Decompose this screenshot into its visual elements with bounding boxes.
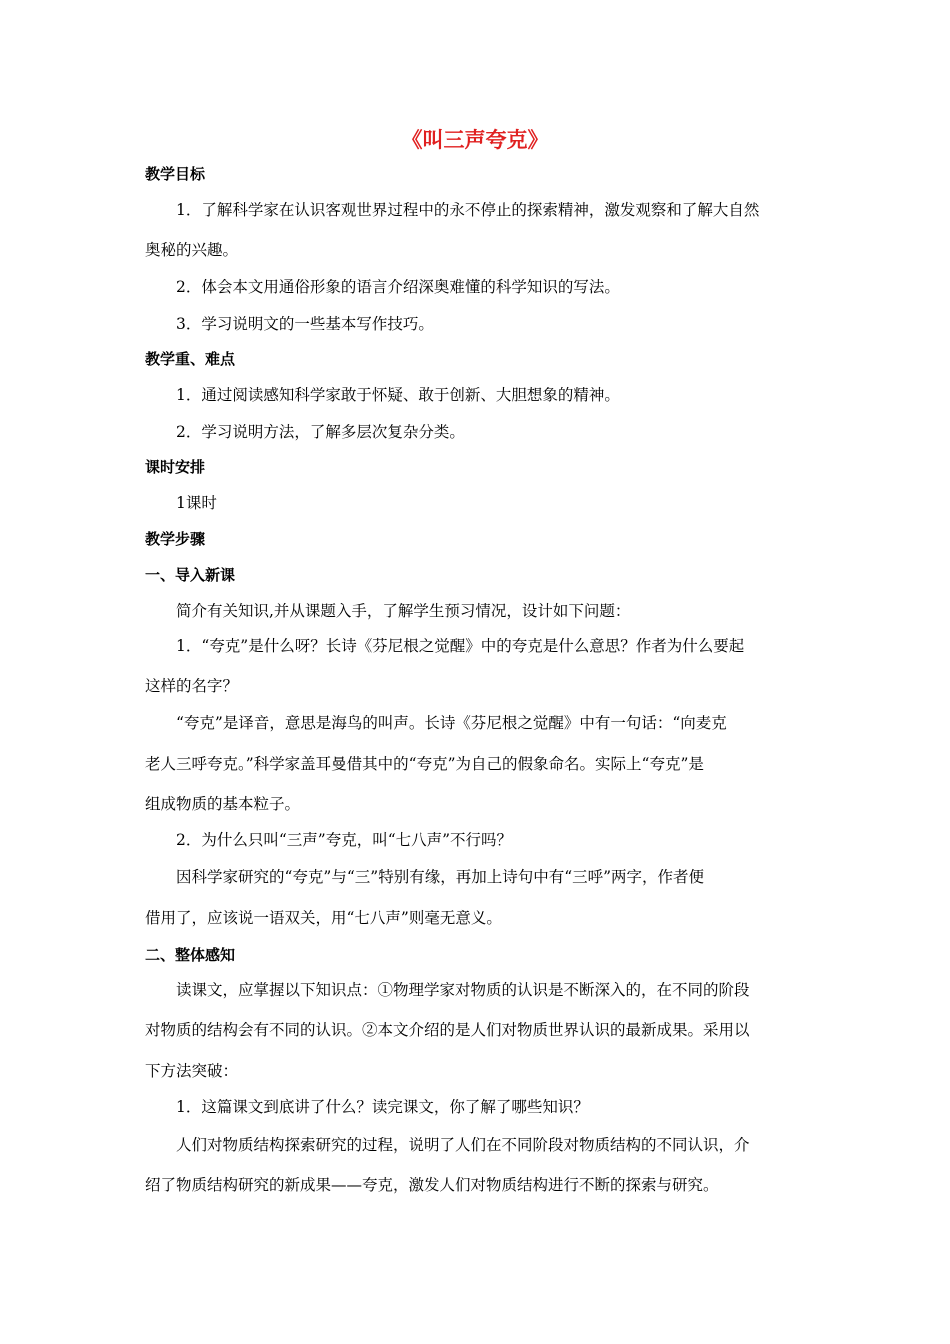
body-line: 1．这篇课文到底讲了什么？读完课文，你了解了哪些知识？	[176, 1098, 589, 1116]
body-line: 1课时	[176, 494, 217, 512]
body-line: 1．了解科学家在认识客观世界过程中的永不停止的探索精神，激发观察和了解大自然	[176, 201, 760, 219]
body-line: 因科学家研究的“夸克”与“三”特别有缘，再加上诗句中有“三呼”两字，作者便	[176, 868, 705, 886]
body-line: 1．“夸克”是什么呀？长诗《芬尼根之觉醒》中的夸克是什么意思？作者为什么要起	[176, 637, 745, 655]
body-line: 2．为什么只叫“三声”夸克，叫“七八声”不行吗？	[176, 831, 513, 849]
body-line: 3．学习说明文的一些基本写作技巧。	[176, 315, 434, 333]
body-line: 借用了，应该说一语双关，用“七八声”则毫无意义。	[145, 909, 502, 927]
body-line: 对物质的结构会有不同的认识。②本文介绍的是人们对物质世界认识的最新成果。采用以	[145, 1021, 750, 1039]
section-heading: 教学步骤	[145, 530, 206, 548]
body-line: 读课文，应掌握以下知识点：①物理学家对物质的认识是不断深入的，在不同的阶段	[176, 981, 750, 999]
body-line: 下方法突破：	[145, 1062, 239, 1080]
body-line: 这样的名字？	[145, 677, 239, 695]
body-line: 2．体会本文用通俗形象的语言介绍深奥难懂的科学知识的写法。	[176, 278, 620, 296]
section-heading: 课时安排	[145, 458, 206, 476]
body-line: “夸克”是译音，意思是海鸟的叫声。长诗《芬尼根之觉醒》中有一句话：“向麦克	[176, 714, 727, 732]
body-line: 老人三呼夸克。”科学家盖耳曼借其中的“夸克”为自己的假象命名。实际上“夸克”是	[145, 755, 704, 773]
body-line: 人们对物质结构探索研究的过程，说明了人们在不同阶段对物质结构的不同认识，介	[176, 1136, 750, 1154]
body-line: 绍了物质结构研究的新成果——夸克，激发人们对物质结构进行不断的探索与研究。	[145, 1176, 719, 1194]
body-line: 奥秘的兴趣。	[145, 241, 239, 259]
body-line: 组成物质的基本粒子。	[145, 795, 301, 813]
body-line: 2．学习说明方法，了解多层次复杂分类。	[176, 423, 465, 441]
section-heading: 教学重、难点	[145, 350, 236, 368]
section-heading: 教学目标	[145, 165, 206, 183]
section-heading: 一、导入新课	[145, 566, 236, 584]
section-heading: 二、整体感知	[145, 946, 236, 964]
body-line: 简介有关知识,并从课题入手，了解学生预习情况，设计如下问题：	[176, 602, 631, 620]
document-title: 《叫三声夸克》	[401, 127, 549, 152]
body-line: 1．通过阅读感知科学家敢于怀疑、敢于创新、大胆想象的精神。	[176, 386, 620, 404]
